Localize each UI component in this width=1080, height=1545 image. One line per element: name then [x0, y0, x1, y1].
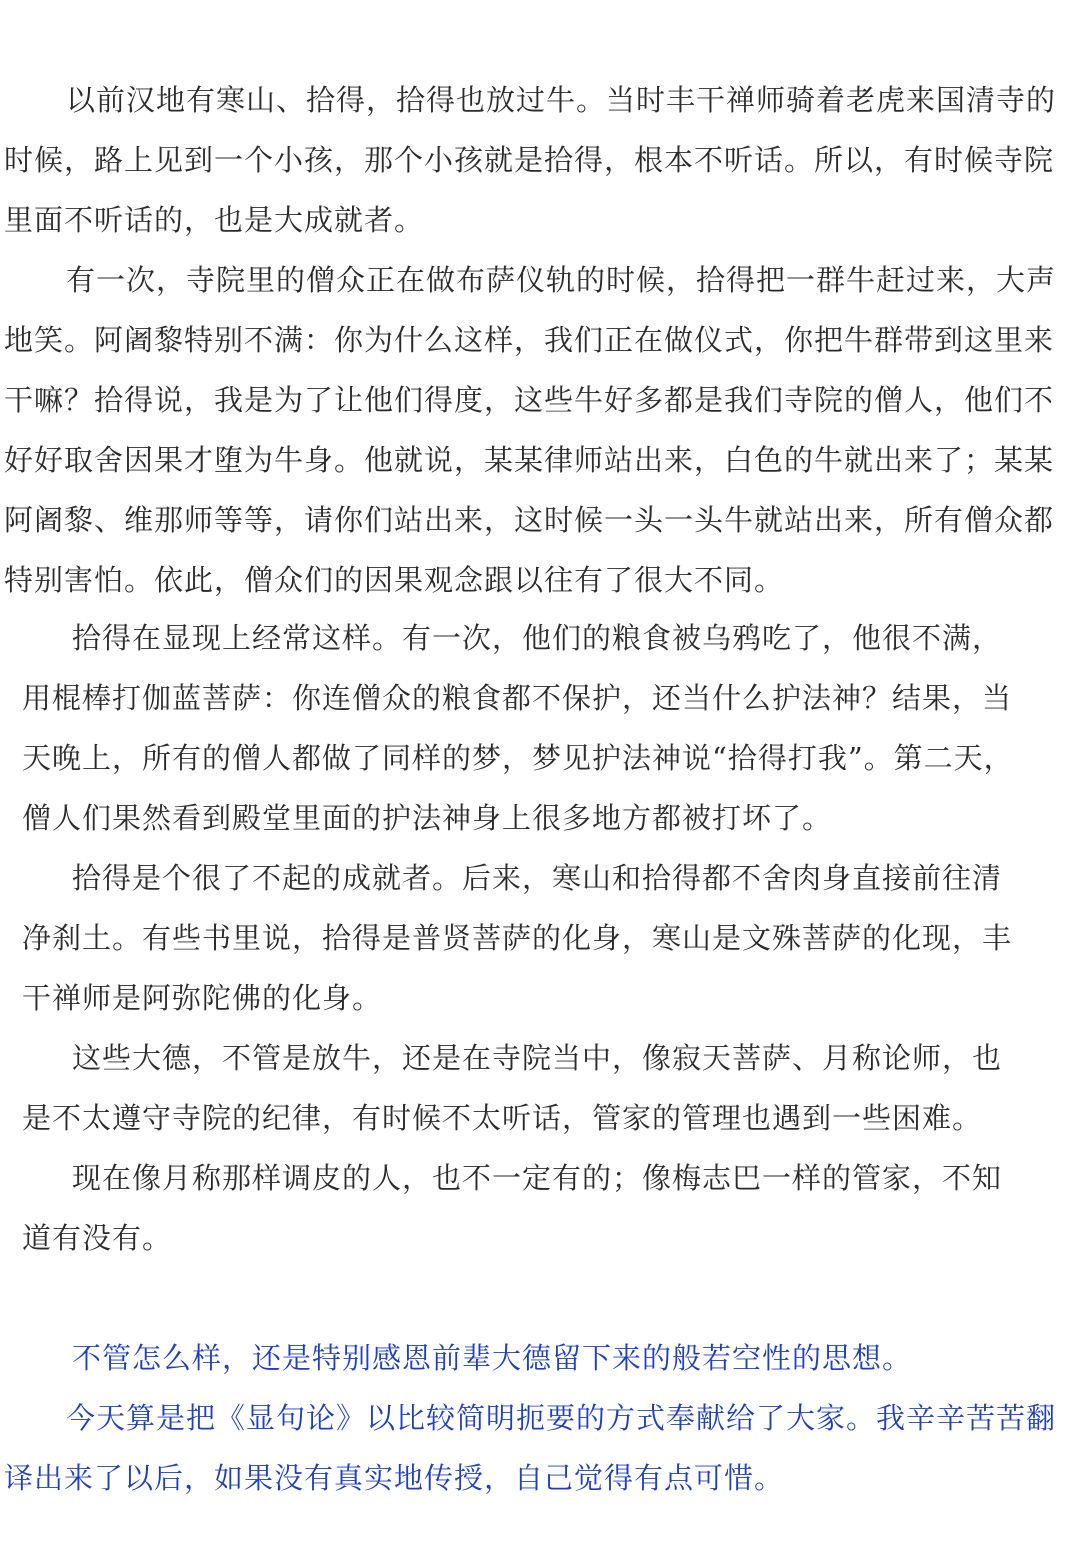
paragraph-8-line-2: 译出来了以后，如果没有真实地传授，自己觉得有点可惜。 [4, 1461, 785, 1495]
paragraph-6-line-2: 道有没有。 [22, 1221, 173, 1255]
paragraph-3-line-1: 拾得在显现上经常这样。有一次，他们的粮食被乌鸦吃了，他很不满， [72, 621, 1003, 655]
paragraph-8-line-1: 今天算是把《显句论》以比较简明扼要的方式奉献给了大家。我辛辛苦苦翻 [66, 1401, 1057, 1435]
paragraph-4-line-1: 拾得是个很了不起的成就者。后来，寒山和拾得都不舍肉身直接前往清 [72, 861, 1003, 895]
paragraph-3-line-4: 僧人们果然看到殿堂里面的护法神身上很多地方都被打坏了。 [22, 801, 833, 835]
paragraph-1-line-2: 时候，路上见到一个小孩，那个小孩就是拾得，根本不听话。所以，有时候寺院 [4, 143, 1055, 177]
paragraph-2-line-5: 阿阇黎、维那师等等，请你们站出来，这时候一头一头牛就站出来，所有僧众都 [4, 503, 1055, 537]
paragraph-1-line-1: 以前汉地有寒山、拾得，拾得也放过牛。当时丰干禅师骑着老虎来国清寺的 [66, 83, 1057, 117]
paragraph-3-line-3: 天晚上，所有的僧人都做了同样的梦，梦见护法神说“拾得打我”。第二天， [22, 741, 1014, 775]
paragraph-5-line-2: 是不太遵守寺院的纪律，有时候不太听话，管家的管理也遇到一些困难。 [22, 1101, 983, 1135]
paragraph-2-line-1: 有一次，寺院里的僧众正在做布萨仪轨的时候，拾得把一群牛赶过来，大声 [66, 263, 1057, 297]
paragraph-3-line-2: 用棍棒打伽蓝菩萨：你连僧众的粮食都不保护，还当什么护法神？结果，当 [22, 681, 1013, 715]
paragraph-6-line-1: 现在像月称那样调皮的人，也不一定有的；像梅志巴一样的管家，不知 [72, 1161, 1003, 1195]
paragraph-5-line-1: 这些大德，不管是放牛，还是在寺院当中，像寂天菩萨、月称论师，也 [72, 1041, 1003, 1075]
paragraph-2-line-2: 地笑。阿阇黎特别不满：你为什么这样，我们正在做仪式，你把牛群带到这里来 [4, 323, 1055, 357]
paragraph-7-line-1: 不管怎么样，还是特别感恩前辈大德留下来的般若空性的思想。 [72, 1341, 913, 1375]
paragraph-4-line-2: 净刹土。有些书里说，拾得是普贤菩萨的化身，寒山是文殊菩萨的化现，丰 [22, 921, 1013, 955]
paragraph-2-line-6: 特别害怕。依此，僧众们的因果观念跟以往有了很大不同。 [4, 563, 785, 597]
paragraph-4-line-3: 干禅师是阿弥陀佛的化身。 [22, 981, 383, 1015]
paragraph-1-line-3: 里面不听话的，也是大成就者。 [4, 203, 425, 237]
paragraph-2-line-4: 好好取舍因果才堕为牛身。他就说，某某律师站出来，白色的牛就出来了；某某 [4, 443, 1055, 477]
paragraph-2-line-3: 干嘛？拾得说，我是为了让他们得度，这些牛好多都是我们寺院的僧人，他们不 [4, 383, 1055, 417]
